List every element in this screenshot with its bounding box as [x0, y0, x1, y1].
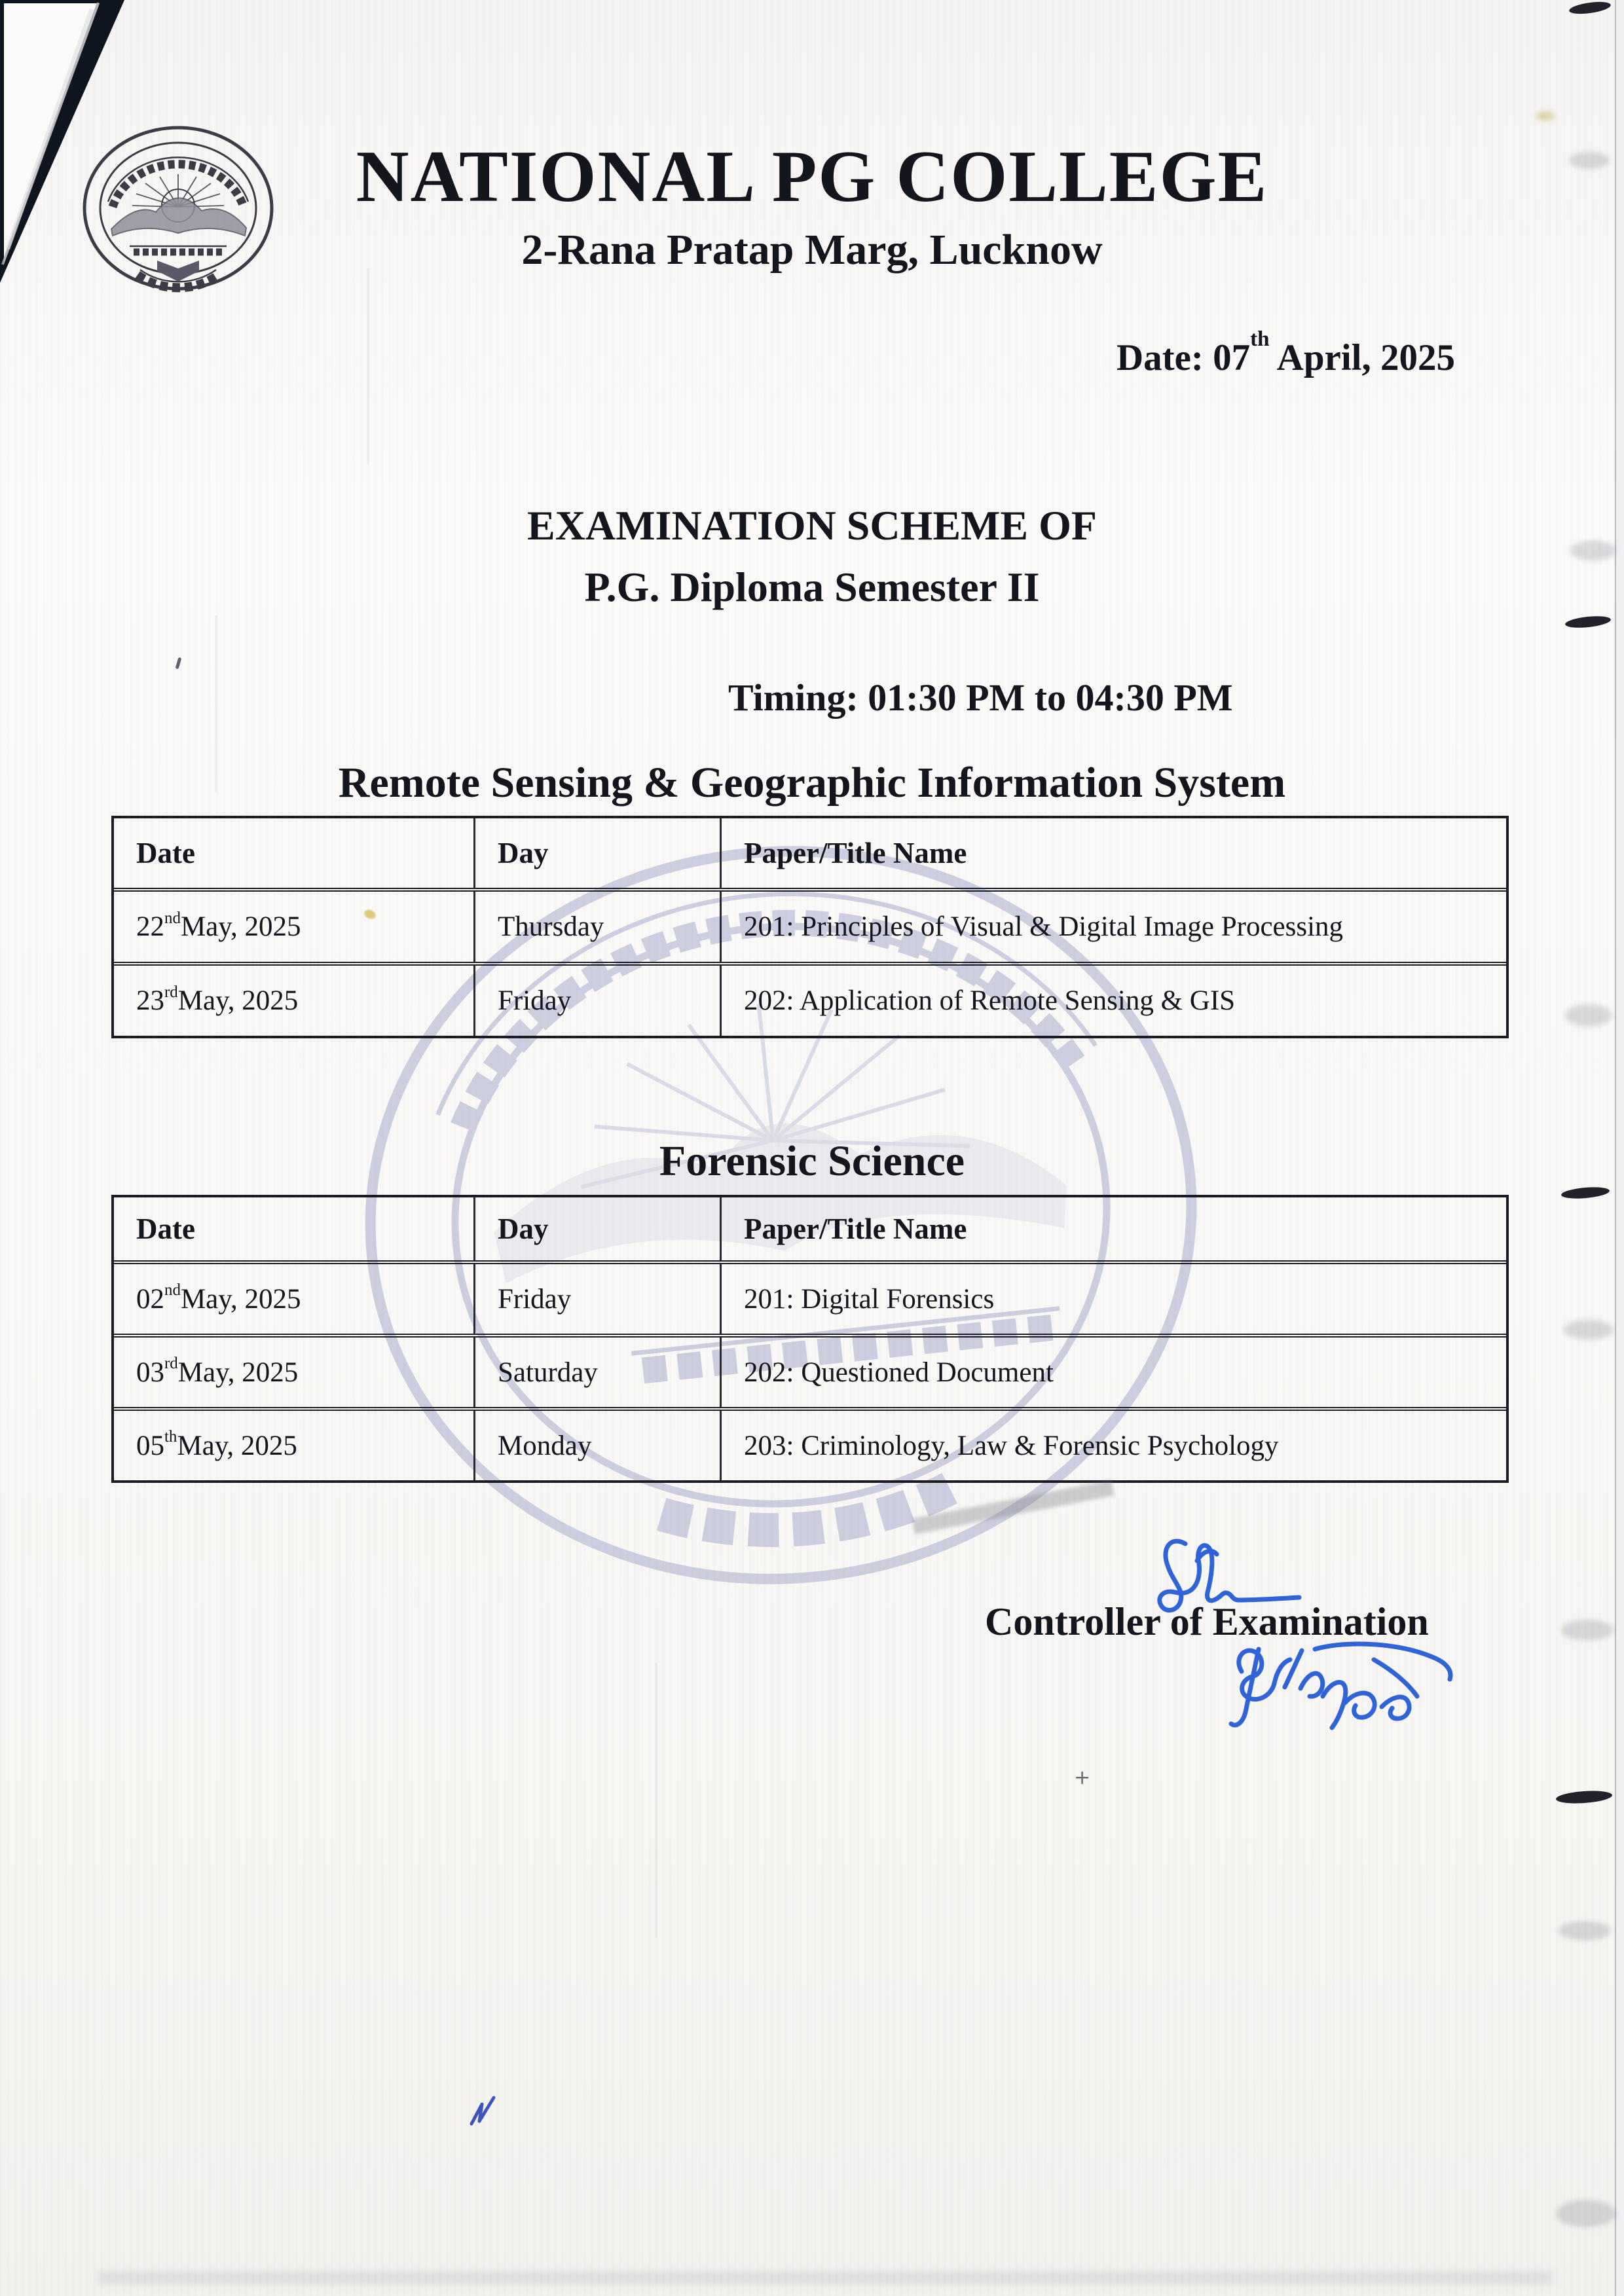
- table-row: [114, 962, 1506, 1036]
- scan-smudge: [1561, 1620, 1614, 1641]
- cell-day: Monday: [475, 1411, 722, 1480]
- cell-date: 03 $^{rd}$ May, 2025: [114, 1338, 475, 1407]
- column-header-date: Date: [114, 818, 475, 888]
- cell-date: 23 $^{rd}$ May, 2025: [114, 966, 475, 1036]
- signature-date-scribble: [1217, 1633, 1466, 1738]
- scan-artifact-blob: [1555, 1789, 1612, 1805]
- column-header-paper: Paper/Title Name: [744, 837, 967, 869]
- scheme-title: [0, 495, 1624, 618]
- table-header-row: [114, 818, 1506, 888]
- signature-label: Controller of Examination: [985, 1600, 1429, 1643]
- cell-date: 05 $^{th}$ May, 2025: [114, 1411, 475, 1480]
- college-name: NATIONAL PG COLLEGE: [356, 136, 1268, 217]
- cell-day: Friday: [475, 966, 722, 1036]
- issue-date: Date: 07th April, 2025: [1116, 327, 1455, 378]
- column-header-day: Day: [475, 818, 722, 888]
- scan-artifact-blob: [1560, 1186, 1610, 1200]
- pen-plus-mark: +: [1074, 1766, 1091, 1789]
- scan-smudge: [1559, 1921, 1611, 1941]
- cell-day: Thursday: [475, 892, 722, 962]
- pen-mark: [175, 657, 182, 670]
- section-title-forensic-science: Forensic Science: [659, 1137, 965, 1185]
- cell-paper: 201: Principles of Visual & Digital Image Processing: [744, 911, 1344, 942]
- folded-corner-artifact: [0, 0, 170, 301]
- scan-artifact-blob: [1568, 0, 1612, 16]
- column-header-paper: Paper/Title Name: [744, 1212, 967, 1245]
- section-title-remote-sensing: Remote Sensing & Geographic Information System: [338, 759, 1286, 807]
- cell-day: Friday: [475, 1264, 722, 1334]
- scan-bottom-smudge: [98, 2270, 1552, 2285]
- scan-streak: [215, 615, 217, 792]
- scan-smudge: [1556, 2200, 1616, 2227]
- blue-ink-tick: [466, 2092, 499, 2129]
- scan-smudge: [1564, 1320, 1614, 1339]
- scan-smudge: [1565, 1004, 1612, 1027]
- column-header-day: Day: [475, 1197, 722, 1260]
- scheme-title-line2: P.G. Diploma Semester II: [584, 564, 1040, 610]
- scan-smudge: [1569, 152, 1610, 169]
- cell-paper: 202: Questioned Document: [744, 1357, 1054, 1388]
- table-row: [114, 1334, 1506, 1407]
- column-header-date: Date: [114, 1197, 475, 1260]
- table-row: [114, 888, 1506, 962]
- scan-streak: [367, 268, 369, 465]
- scan-smudge: [1570, 541, 1616, 560]
- remote-sensing-table: [111, 816, 1509, 1038]
- table-row: [114, 1260, 1506, 1334]
- scan-smudge: [1536, 111, 1555, 120]
- cell-date: 02 $^{nd}$ May, 2025: [114, 1264, 475, 1334]
- college-address: 2-Rana Pratap Marg, Lucknow: [521, 226, 1103, 274]
- cell-paper: 201: Digital Forensics: [744, 1283, 995, 1315]
- timing-line: Timing: 01:30 PM to 04:30 PM: [728, 676, 1233, 719]
- forensic-science-table: [111, 1195, 1509, 1483]
- scan-streak: [655, 1663, 657, 1938]
- table-header-row: [114, 1197, 1506, 1260]
- cell-paper: 203: Criminology, Law & Forensic Psychology: [744, 1430, 1279, 1461]
- table-row: [114, 1407, 1506, 1480]
- cell-paper: 202: Application of Remote Sensing & GIS: [744, 985, 1236, 1016]
- scan-edge-strip: [1615, 0, 1624, 2296]
- cell-date: 22 $^{nd}$ May, 2025: [114, 892, 475, 962]
- cell-day: Saturday: [475, 1338, 722, 1407]
- scheme-title-line1: EXAMINATION SCHEME OF: [527, 502, 1097, 549]
